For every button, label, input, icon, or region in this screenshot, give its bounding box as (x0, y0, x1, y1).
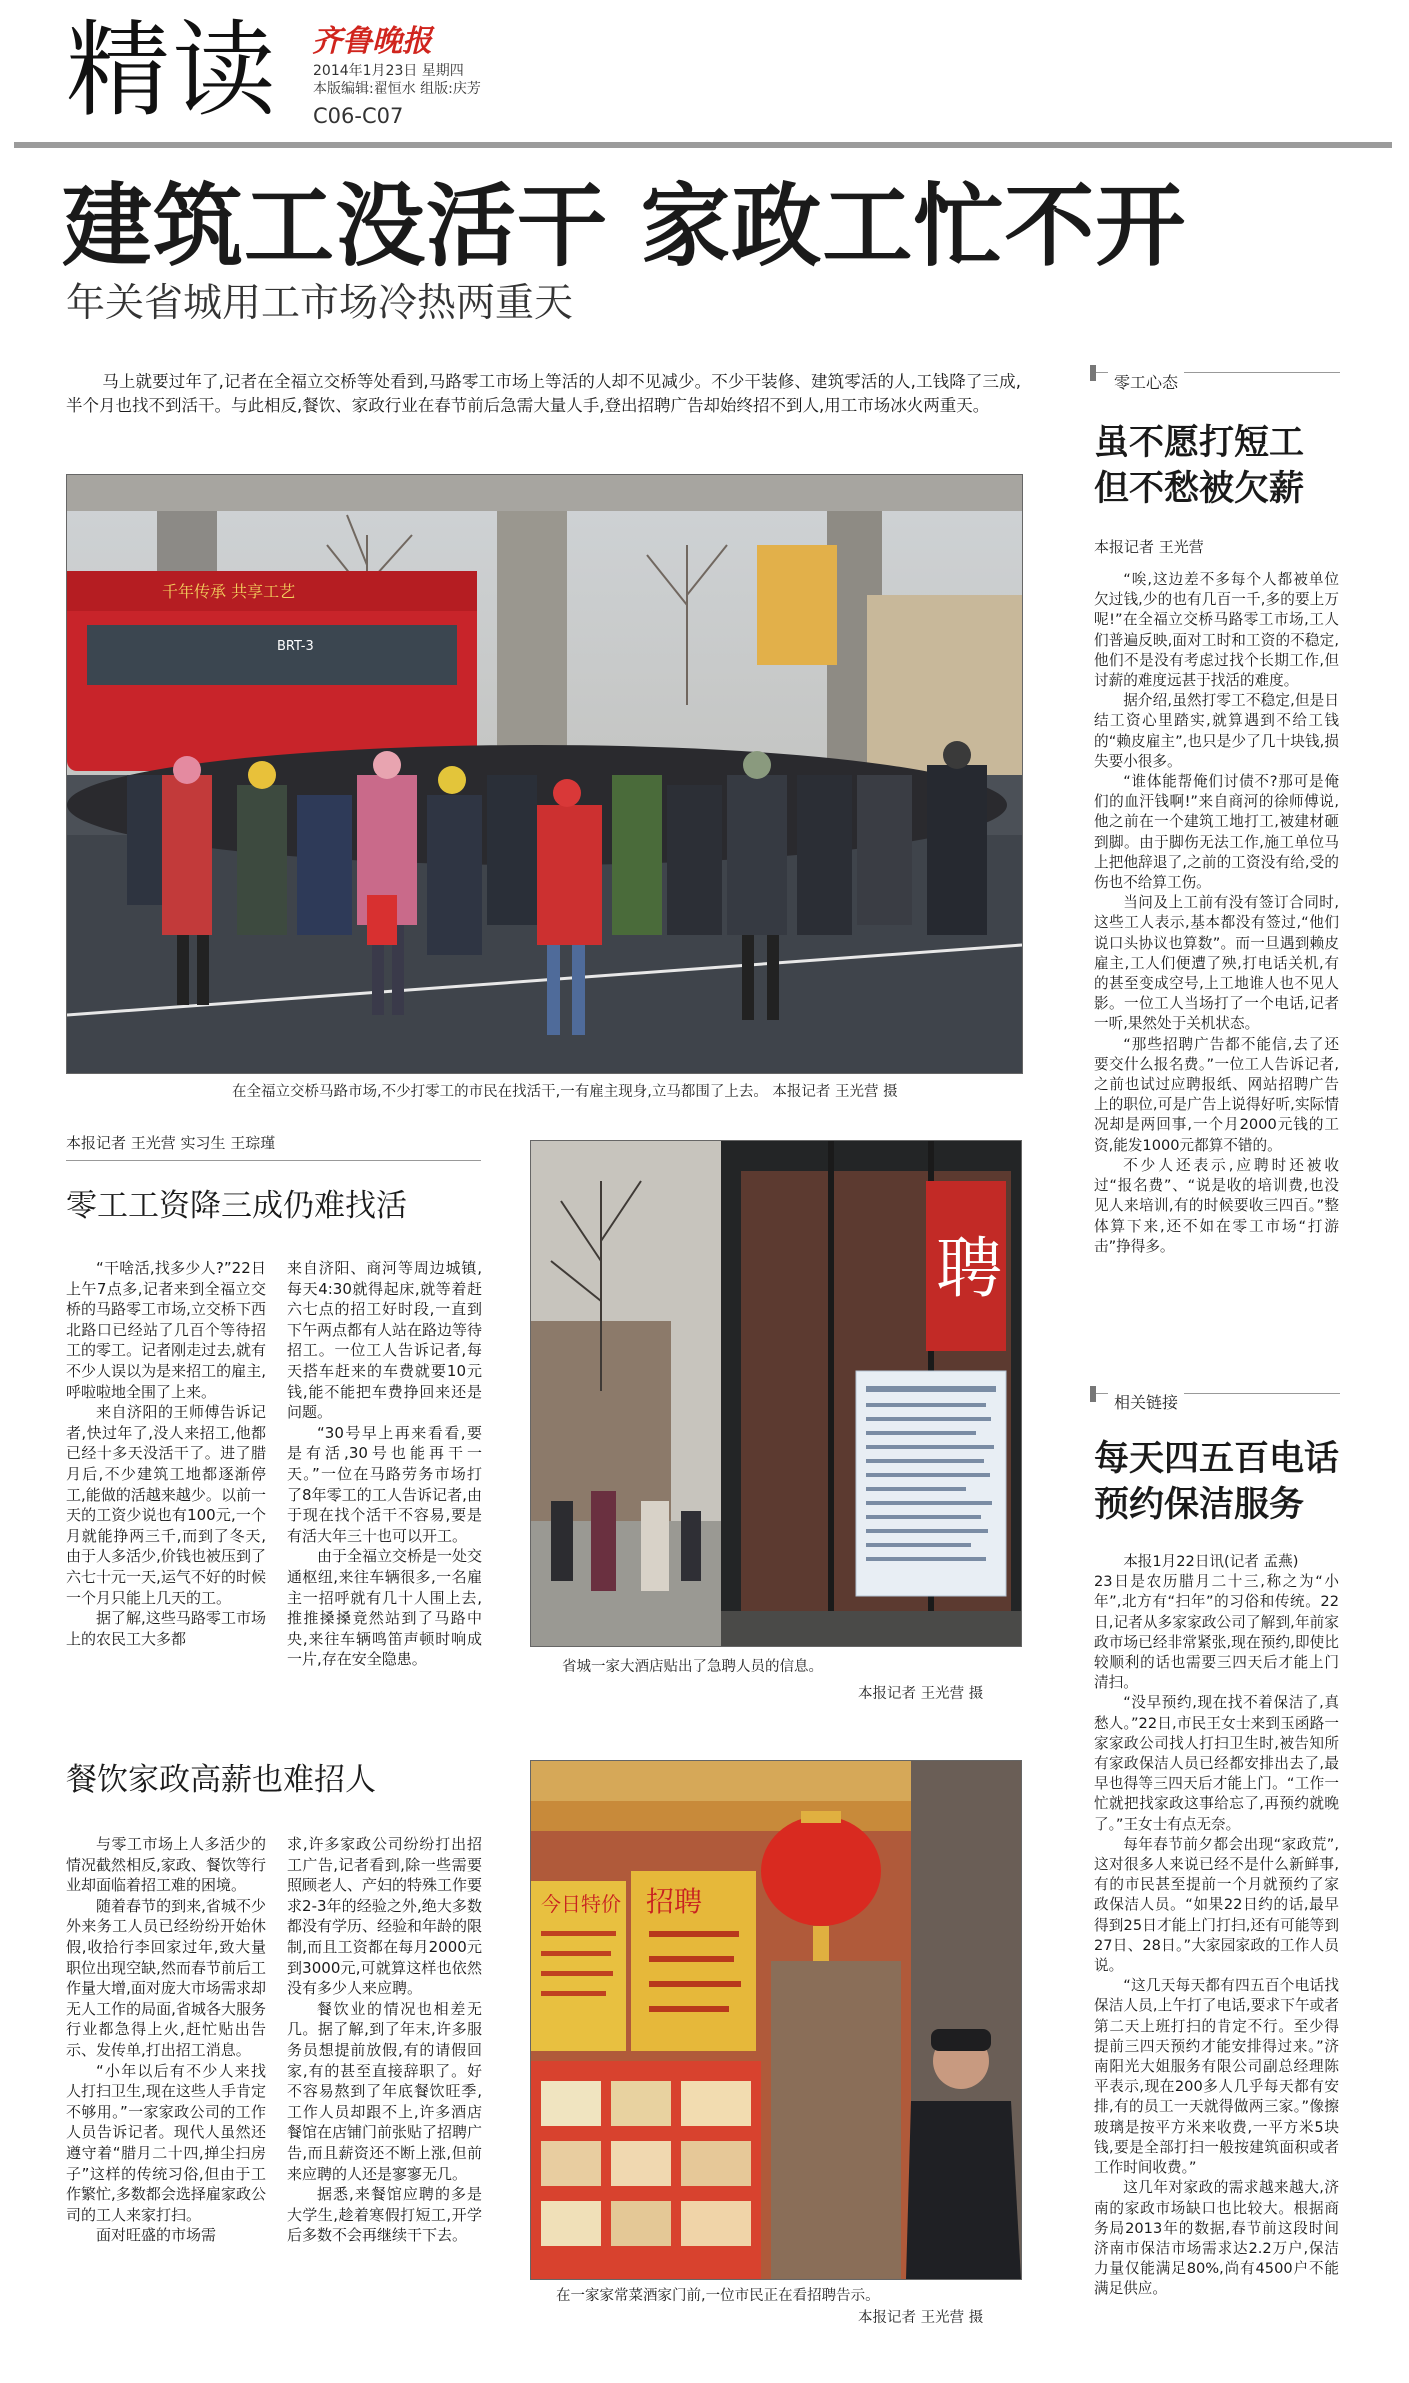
article1-rule (66, 1160, 481, 1161)
paragraph: 来自济阳、商河等周边城镇,每天4:30就得起床,就等着赶六七点的招工好时段,一直到下午两点都有人站在路边等待招工。一位工人告诉记者,每天搭车赶来的车费就要10元钱,能不能把车费挣回来还是问题。 (287, 1259, 483, 1422)
section-title: 精读 (66, 9, 279, 131)
paragraph: 面对旺盛的市场需 (96, 2226, 217, 2245)
paragraph: “谁体能帮俺们讨债不?那可是俺们的血汗钱啊!”来自商河的徐师傅说,他之前在一个建筑工地打工,被建材砸到脚。由于脚伤无法工作,施工单位马上把他辞退了,之前的工资没有给,受的伤也不给算工伤。 (1094, 773, 1339, 892)
paragraph: “唉,这边差不多每个人都被单位欠过钱,少的也有几百一千,多的要上万呢!”在全福立交桥马路零工市场,工人们普遍反映,面对工时和工资的不稳定,他们不是没有考虑过找个长期工作,但讨薪的难度远甚于找活的难度。 (1094, 571, 1339, 690)
article1-title: 零工工资降三成仍难找活 (66, 1188, 407, 1224)
paragraph: 不少人还表示,应聘时还被收过“报名费”、“说是收的培训费,也没见人来培训,有的时候要收三四百。”整体算下来,还不如在零工市场“打游击”挣得多。 (1094, 1156, 1339, 1255)
paragraph: 23日是农历腊月二十三,称之为“小年”,北方有“扫年”的习俗和传统。22日,记者从多家家政公司了解到,年前家政市场已经非常紧张,现在预约,即使比较顺利的话也需要三四天后才能上门清扫。 (1094, 1573, 1339, 1692)
paragraph: 餐饮业的情况也相差无几。据了解,到了年末,许多服务员想提前放假,有的请假回家,有的甚至直接辞职了。好不容易熬到了年底餐饮旺季,工作人员却跟不上,许多酒店餐馆在店铺门前张贴了招聘广告,而且薪资还不断上涨,但前来应聘的人还是寥寥无几。 (287, 1999, 483, 2183)
main-photo-caption: 在全福立交桥马路市场,不少打零工的市民在找活干,一有雇主现身,立马都围了上去。 本报记者 王光营 摄 (232, 1084, 898, 1100)
paragraph: “30号早上再来看看,要是有活,30号也能再干一天。”一位在马路劳务市场打了8年零工的工人告诉记者,由于现在找个活干不容易,要是有活大年三十也可以开工。 (287, 1423, 482, 1545)
paragraph: 据介绍,虽然打零工不稳定,但是日结工资心里踏实,就算遇到不给工钱的“赖皮雇主”,也只是少了几十块钱,损失要小很多。 (1094, 692, 1339, 770)
bus-number: BRT-3 (277, 639, 314, 654)
dateline: 本报1月22日讯(记者 孟燕) (1123, 1553, 1299, 1570)
sidebar2-tag-mark (1090, 1386, 1096, 1402)
sidebar2-title-line2: 预约保洁服务 (1094, 1485, 1305, 1525)
sidebar2-tag: 相关链接 (1108, 1390, 1184, 1413)
paragraph: “这几天每天都有四五百个电话找保洁人员,上午打了电话,要求下午或者第二天上班打扫的肯定不行。至少得提前三四天预约才能安排得过来。”济南阳光大姐服务有限公司副总经理陈平表示,现在200多人几乎每天都有安排,有的员工一天就得做两三家。”像擦玻璃是按平方米来收费,一平方米5块钱,要是全部打扫一般按建筑面积或者工作时间收费。” (1094, 1977, 1339, 2177)
main-photo-market-crowd (66, 474, 1023, 1074)
recruit-char: 聘 (936, 1230, 1002, 1307)
article1-col1 (66, 1258, 266, 1649)
paragraph: 与零工市场上人多活少的情况截然相反,家政、餐饮等行业却面临着招工难的困境。 (66, 1835, 266, 1895)
board-right-title: 招聘 (646, 1885, 703, 1918)
hotel-photo-credit: 本报记者 王光营 摄 (858, 1686, 984, 1702)
main-headline: 建筑工没活干 家政工忙不开 (62, 174, 1187, 279)
date-line: 2014年1月23日 星期四 (313, 63, 464, 79)
paragraph: 据了解,这些马路零工市场上的农民工大多都 (66, 1609, 266, 1648)
paragraph: “那些招聘广告都不能信,去了还要交什么报名费。”一位工人告诉记者,之前也试过应聘报纸、网站招聘广告上的职位,可是广告上说得好听,实际情况却是两回事,一个月2000元钱的工资,能发1000元都算不错的。 (1094, 1035, 1339, 1154)
paragraph: 来自济阳的王师傅告诉记者,快过年了,没人来招工,他都已经十多天没活干了。进了腊月后,不少建筑工地都逐渐停工,能做的活越来越少。以前一天的工资少说也有100元,一个月就能挣两三千,而到了冬天,由于人多活少,价钱也被压到了六七十元一天,运气不好的时候一个月只能上几天的工。 (66, 1403, 266, 1607)
paragraph: 这几年对家政的需求越来越大,济南的家政市场缺口也比较大。根据商务局2013年的数据,春节前这段时间济南市保洁市场需求达2.2万户,保洁力量仅能满足80%,尚有4500户不能满足供应。 (1094, 2179, 1339, 2298)
paragraph: 当问及上工前有没有签订合同时,这些工人表示,基本都没有签过,“他们说口头协议也算数”。而一旦遇到赖皮雇主,工人们便遭了殃,打电话关机,有的甚至变成空号,上工地谁人也不见人影。一位工人当场打了一个电话,记者一听,果然处于关机状态。 (1094, 894, 1339, 1033)
article1-byline: 本报记者 王光营 实习生 王琮瑾 (66, 1134, 276, 1152)
sidebar1-byline: 本报记者 王光营 (1094, 538, 1204, 556)
paragraph: “没早预约,现在找不着保洁了,真愁人。”22日,市民王女士来到玉函路一家家政公司找人打扫卫生时,被告知所有家政保洁人员已经都安排出去了,最早也得等三四天后才能上门。“工作一忙就把找家政这事给忘了,再预约就晚了。”王女士有点无奈。 (1094, 1694, 1339, 1833)
paragraph: 据悉,来餐馆应聘的多是大学生,趁着寒假打短工,开学后多数不会再继续干下去。 (287, 2185, 482, 2245)
sidebar2-title-line1: 每天四五百电话 (1094, 1439, 1340, 1479)
lead-paragraph: 马上就要过年了,记者在全福立交桥等处看到,马路零工市场上等活的人却不见减少。不少干装修、建筑零活的人,工钱降了三成,半个月也找不到活干。与此相反,餐饮、家政行业在春节前后急需大量人手,登出招聘广告却始终招不到人,用工市场冰火两重天。 (66, 372, 1021, 415)
header-rule (14, 142, 1392, 148)
restaurant-photo-caption: 在一家家常菜酒家门前,一位市民正在看招聘告示。 (556, 2288, 880, 2304)
sidebar1-tag: 零工心态 (1108, 370, 1184, 393)
sub-headline: 年关省城用工市场冷热两重天 (66, 281, 574, 326)
restaurant-photo-credit: 本报记者 王光营 摄 (858, 2310, 984, 2326)
sidebar1-title-line2: 但不愁被欠薪 (1094, 469, 1305, 509)
sidebar1-title-line1: 虽不愿打短工 (1094, 423, 1305, 463)
article2-title: 餐饮家政高薪也难招人 (66, 1762, 376, 1798)
board-left-title: 今日特价 (541, 1892, 621, 1916)
page-range: C06-C07 (313, 104, 404, 128)
sidebar1-body (1094, 570, 1339, 1257)
sidebar1-tag-mark (1090, 365, 1096, 381)
article2-col2 (287, 1834, 482, 2246)
paragraph: “干啥活,找多少人?”22日上午7点多,记者来到全福立交桥的马路零工市场,立交桥下西北路口已经站了几百个等待招工的零工。记者刚走过去,就有不少人误以为是来招工的雇主,呼啦啦地全围了上来。 (66, 1259, 266, 1401)
hotel-photo-caption: 省城一家大酒店贴出了急聘人员的信息。 (562, 1659, 823, 1675)
paragraph: 每年春节前夕都会出现“家政荒”,这对很多人来说已经不是什么新鲜事,有的市民甚至提前一个月就预约了家政保洁人员。“如果22日约的话,最早得到25日才能上门打扫,还有可能等到27日、28日。”大家园家政的工作人员说。 (1094, 1835, 1339, 1975)
article2-col1 (66, 1834, 266, 2246)
restaurant-recruitment-photo (530, 1760, 1022, 2280)
hotel-recruitment-photo (530, 1140, 1022, 1647)
paragraph: 求,许多家政公司纷纷打出招工广告,记者看到,除一些需要照顾老人、产妇的特殊工作要求2-3年的经验之外,绝大多数都没有学历、经验和年龄的限制,而且工资都在每月2000元到3000元,可就算这样也依然没有多少人来应聘。 (287, 1835, 483, 1998)
editor-line: 本版编辑:翟恒水 组版:庆芳 (313, 81, 481, 97)
sidebar2-body (1094, 1552, 1339, 2300)
paragraph: “小年以后有不少人来找人打扫卫生,现在这些人手肯定不够用。”一家家政公司的工作人员告诉记者。现代人虽然还遵守着“腊月二十四,掸尘扫房子”这样的传统习俗,但由于工作繁忙,多数都会选择雇家政公司的工人来家打扫。 (66, 2061, 266, 2224)
bus-sign: 千年传承 共享工艺 (162, 582, 296, 601)
article1-col2 (287, 1258, 482, 1670)
paragraph: 随着春节的到来,省城不少外来务工人员已经纷纷开始休假,收拾行李回家过年,致大量职位出现空缺,然而春节前后工作量大增,面对庞大市场需求却无人工作的局面,省城各大服务行业都急得上火,赶忙贴出告示、发传单,打出招工消息。 (66, 1896, 266, 2059)
newspaper-logo: 齐鲁晚报 (312, 24, 432, 59)
paragraph: 由于全福立交桥是一处交通枢纽,来往车辆很多,一名雇主一招呼就有几十人围上去,推推搡搡竟然站到了马路中央,来往车辆鸣笛声顿时响成一片,存在安全隐患。 (287, 1547, 483, 1669)
